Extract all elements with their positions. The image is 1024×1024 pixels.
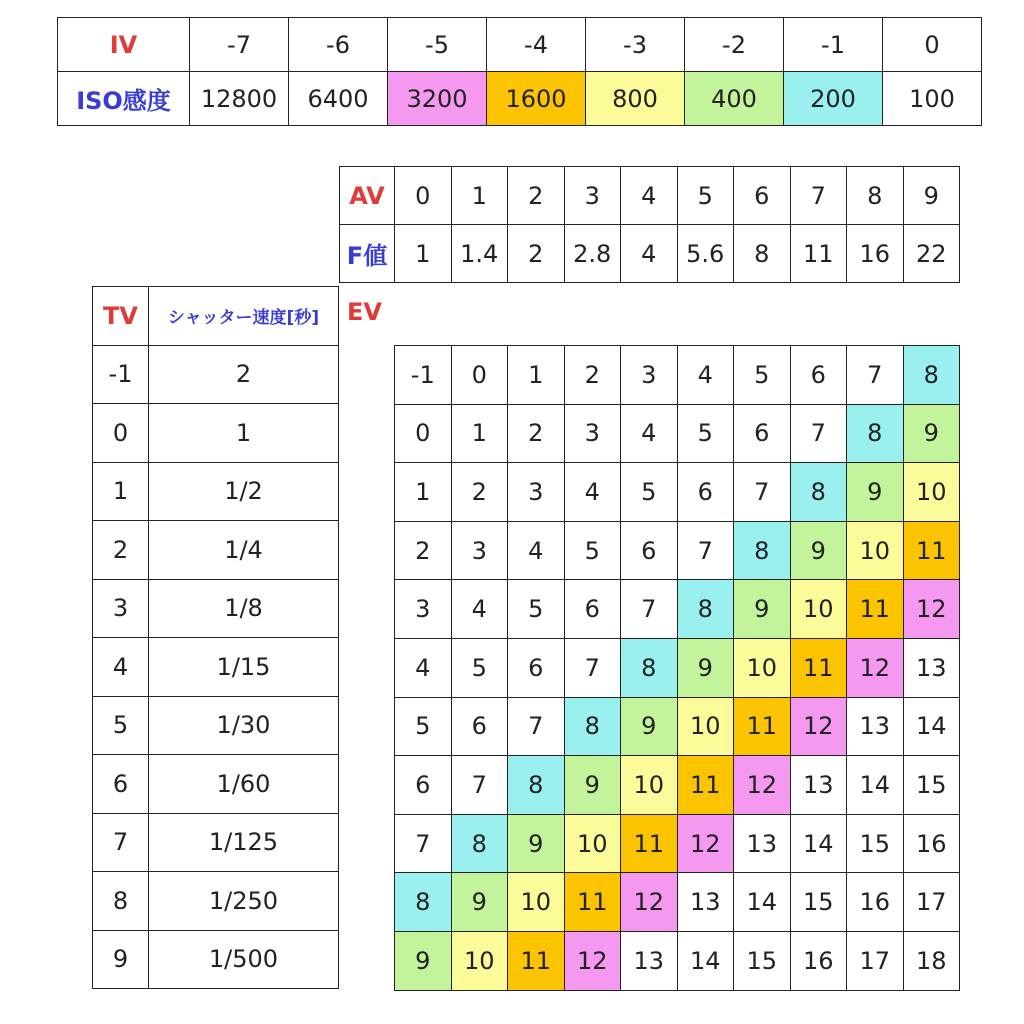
ev-cell: 10 <box>847 521 904 580</box>
iso-cell: 1600 <box>487 72 586 126</box>
ev-cell: 2 <box>451 463 508 522</box>
ev-cell: 4 <box>508 521 565 580</box>
ev-cell: 7 <box>621 580 678 639</box>
ev-cell: 12 <box>621 873 678 932</box>
f-cell: 2.8 <box>564 225 621 283</box>
tv-cell: 0 <box>93 404 149 463</box>
ev-label: EV <box>347 298 382 326</box>
ev-cell: 1 <box>508 346 565 405</box>
iv-cell: -4 <box>487 18 586 72</box>
ev-cell: 2 <box>564 346 621 405</box>
ev-row <box>395 814 960 873</box>
ev-cell: 15 <box>790 873 847 932</box>
ev-cell: 13 <box>734 814 791 873</box>
ev-cell: 9 <box>847 463 904 522</box>
ev-cell: 8 <box>734 521 791 580</box>
ev-cell: 6 <box>621 521 678 580</box>
tv-row <box>93 404 339 463</box>
ev-cell: 11 <box>847 580 904 639</box>
ev-cell: 5 <box>677 404 734 463</box>
ev-cell: 4 <box>621 404 678 463</box>
tv-cell: 2 <box>93 521 149 580</box>
ev-row <box>395 638 960 697</box>
shutter-cell: 2 <box>149 345 339 404</box>
shutter-cell: 1/15 <box>149 638 339 697</box>
ev-cell: 8 <box>451 814 508 873</box>
ev-cell: 8 <box>677 580 734 639</box>
ev-cell: 6 <box>564 580 621 639</box>
ev-row <box>395 580 960 639</box>
ev-cell: 8 <box>790 463 847 522</box>
shutter-cell: 1/4 <box>149 521 339 580</box>
ev-cell: 3 <box>451 521 508 580</box>
ev-cell: 1 <box>395 463 452 522</box>
ev-cell: 17 <box>903 873 960 932</box>
ev-cell: 8 <box>903 346 960 405</box>
ev-cell: 11 <box>790 638 847 697</box>
shutter-header: シャッター速度[秒] <box>149 287 339 346</box>
ev-cell: 16 <box>903 814 960 873</box>
iso-cell: 400 <box>685 72 784 126</box>
ev-cell: 10 <box>790 580 847 639</box>
ev-cell: 10 <box>508 873 565 932</box>
iso-cell: 200 <box>784 72 883 126</box>
tv-row <box>93 755 339 814</box>
ev-cell: 0 <box>451 346 508 405</box>
av-cell: 7 <box>790 167 847 225</box>
f-cell: 5.6 <box>677 225 734 283</box>
ev-table <box>394 345 960 991</box>
tv-cell: 9 <box>93 930 149 989</box>
ev-cell: 16 <box>790 931 847 990</box>
av-cell: 2 <box>508 167 565 225</box>
iv-cell: 0 <box>883 18 982 72</box>
ev-cell: 3 <box>621 346 678 405</box>
ev-cell: 6 <box>790 346 847 405</box>
ev-cell: 11 <box>621 814 678 873</box>
ev-cell: 2 <box>508 404 565 463</box>
f-row <box>340 225 960 283</box>
ev-cell: 7 <box>508 697 565 756</box>
f-cell: 8 <box>734 225 791 283</box>
ev-row <box>395 521 960 580</box>
ev-cell: -1 <box>395 346 452 405</box>
ev-cell: 14 <box>677 931 734 990</box>
ev-cell: 8 <box>621 638 678 697</box>
ev-cell: 4 <box>677 346 734 405</box>
av-row <box>340 167 960 225</box>
ev-cell: 1 <box>451 404 508 463</box>
ev-cell: 9 <box>395 931 452 990</box>
ev-cell: 7 <box>734 463 791 522</box>
ev-row <box>395 346 960 405</box>
ev-cell: 7 <box>677 521 734 580</box>
tv-cell: -1 <box>93 345 149 404</box>
f-cell: 4 <box>621 225 678 283</box>
iv-cell: -5 <box>388 18 487 72</box>
ev-cell: 8 <box>847 404 904 463</box>
ev-row <box>395 931 960 990</box>
ev-cell: 8 <box>564 697 621 756</box>
ev-cell: 3 <box>508 463 565 522</box>
ev-cell: 15 <box>734 931 791 990</box>
ev-cell: 5 <box>564 521 621 580</box>
ev-cell: 7 <box>451 756 508 815</box>
tv-row <box>93 930 339 989</box>
ev-cell: 10 <box>677 697 734 756</box>
tv-cell: 7 <box>93 813 149 872</box>
ev-body <box>395 346 960 991</box>
shutter-cell: 1/250 <box>149 872 339 931</box>
ev-cell: 14 <box>903 697 960 756</box>
ev-cell: 11 <box>508 931 565 990</box>
ev-cell: 14 <box>790 814 847 873</box>
tv-row <box>93 462 339 521</box>
tv-row <box>93 696 339 755</box>
ev-cell: 5 <box>734 346 791 405</box>
av-cell: 4 <box>621 167 678 225</box>
ev-cell: 9 <box>734 580 791 639</box>
tv-row <box>93 579 339 638</box>
iv-cell: -1 <box>784 18 883 72</box>
ev-cell: 10 <box>734 638 791 697</box>
tv-row <box>93 521 339 580</box>
shutter-cell: 1/2 <box>149 462 339 521</box>
ev-cell: 13 <box>847 697 904 756</box>
tv-cell: 3 <box>93 579 149 638</box>
ev-cell: 8 <box>395 873 452 932</box>
ev-cell: 11 <box>564 873 621 932</box>
ev-cell: 9 <box>621 697 678 756</box>
ev-cell: 3 <box>395 580 452 639</box>
ev-cell: 10 <box>621 756 678 815</box>
shutter-cell: 1/8 <box>149 579 339 638</box>
tv-row <box>93 872 339 931</box>
ev-cell: 14 <box>847 756 904 815</box>
tv-row <box>93 345 339 404</box>
ev-cell: 5 <box>508 580 565 639</box>
ev-cell: 2 <box>395 521 452 580</box>
iv-cell: -3 <box>586 18 685 72</box>
ev-cell: 15 <box>847 814 904 873</box>
f-cell: 1 <box>395 225 452 283</box>
iso-cell: 800 <box>586 72 685 126</box>
shutter-cell: 1/125 <box>149 813 339 872</box>
ev-cell: 18 <box>903 931 960 990</box>
av-cell: 1 <box>451 167 508 225</box>
ev-cell: 11 <box>677 756 734 815</box>
iso-label: ISO感度 <box>58 72 190 126</box>
av-cell: 3 <box>564 167 621 225</box>
ev-cell: 16 <box>847 873 904 932</box>
iv-cell: -6 <box>289 18 388 72</box>
iv-label: IV <box>58 18 190 72</box>
ev-cell: 12 <box>903 580 960 639</box>
iso-row <box>58 72 982 126</box>
ev-cell: 6 <box>451 697 508 756</box>
tv-cell: 1 <box>93 462 149 521</box>
ev-cell: 9 <box>790 521 847 580</box>
av-cell: 5 <box>677 167 734 225</box>
iv-cell: -7 <box>190 18 289 72</box>
ev-cell: 7 <box>395 814 452 873</box>
ev-cell: 7 <box>847 346 904 405</box>
ev-cell: 6 <box>734 404 791 463</box>
ev-row <box>395 404 960 463</box>
iv-row <box>58 18 982 72</box>
ev-cell: 4 <box>395 638 452 697</box>
f-cell: 16 <box>847 225 904 283</box>
ev-cell: 5 <box>395 697 452 756</box>
shutter-cell: 1/500 <box>149 930 339 989</box>
iso-cell: 6400 <box>289 72 388 126</box>
ev-cell: 13 <box>621 931 678 990</box>
f-cell: 11 <box>790 225 847 283</box>
ev-row <box>395 697 960 756</box>
iv-cell: -2 <box>685 18 784 72</box>
tv-body <box>93 345 339 989</box>
iso-table <box>57 17 982 126</box>
ev-cell: 6 <box>395 756 452 815</box>
tv-cell: 8 <box>93 872 149 931</box>
f-cell: 2 <box>508 225 565 283</box>
iso-cell: 3200 <box>388 72 487 126</box>
ev-cell: 5 <box>451 638 508 697</box>
f-cell: 22 <box>903 225 960 283</box>
ev-cell: 8 <box>508 756 565 815</box>
ev-cell: 12 <box>677 814 734 873</box>
ev-cell: 12 <box>734 756 791 815</box>
av-cell: 0 <box>395 167 452 225</box>
shutter-cell: 1 <box>149 404 339 463</box>
tv-table <box>92 286 339 989</box>
ev-cell: 9 <box>508 814 565 873</box>
ev-cell: 13 <box>903 638 960 697</box>
ev-cell: 3 <box>564 404 621 463</box>
ev-cell: 17 <box>847 931 904 990</box>
iso-cell: 100 <box>883 72 982 126</box>
ev-cell: 13 <box>790 756 847 815</box>
tv-header-row <box>93 287 339 346</box>
ev-row <box>395 463 960 522</box>
ev-cell: 10 <box>903 463 960 522</box>
ev-cell: 7 <box>790 404 847 463</box>
tv-row <box>93 638 339 697</box>
tv-cell: 6 <box>93 755 149 814</box>
ev-cell: 13 <box>677 873 734 932</box>
f-cell: 1.4 <box>451 225 508 283</box>
ev-cell: 12 <box>790 697 847 756</box>
ev-cell: 14 <box>734 873 791 932</box>
ev-cell: 10 <box>451 931 508 990</box>
ev-cell: 10 <box>564 814 621 873</box>
ev-cell: 9 <box>564 756 621 815</box>
ev-row <box>395 873 960 932</box>
ev-cell: 12 <box>564 931 621 990</box>
ev-cell: 15 <box>903 756 960 815</box>
av-label: AV <box>340 167 395 225</box>
ev-cell: 7 <box>564 638 621 697</box>
ev-cell: 12 <box>847 638 904 697</box>
av-table <box>339 166 960 283</box>
ev-cell: 9 <box>677 638 734 697</box>
tv-header: TV <box>93 287 149 346</box>
ev-cell: 0 <box>395 404 452 463</box>
av-cell: 6 <box>734 167 791 225</box>
tv-row <box>93 813 339 872</box>
ev-cell: 4 <box>451 580 508 639</box>
ev-cell: 5 <box>621 463 678 522</box>
ev-cell: 4 <box>564 463 621 522</box>
tv-cell: 5 <box>93 696 149 755</box>
ev-cell: 9 <box>903 404 960 463</box>
shutter-cell: 1/30 <box>149 696 339 755</box>
ev-cell: 11 <box>734 697 791 756</box>
ev-cell: 6 <box>677 463 734 522</box>
tv-cell: 4 <box>93 638 149 697</box>
av-cell: 8 <box>847 167 904 225</box>
ev-cell: 6 <box>508 638 565 697</box>
f-label: F値 <box>340 225 395 283</box>
av-cell: 9 <box>903 167 960 225</box>
ev-cell: 11 <box>903 521 960 580</box>
ev-row <box>395 756 960 815</box>
shutter-cell: 1/60 <box>149 755 339 814</box>
ev-cell: 9 <box>451 873 508 932</box>
iso-cell: 12800 <box>190 72 289 126</box>
